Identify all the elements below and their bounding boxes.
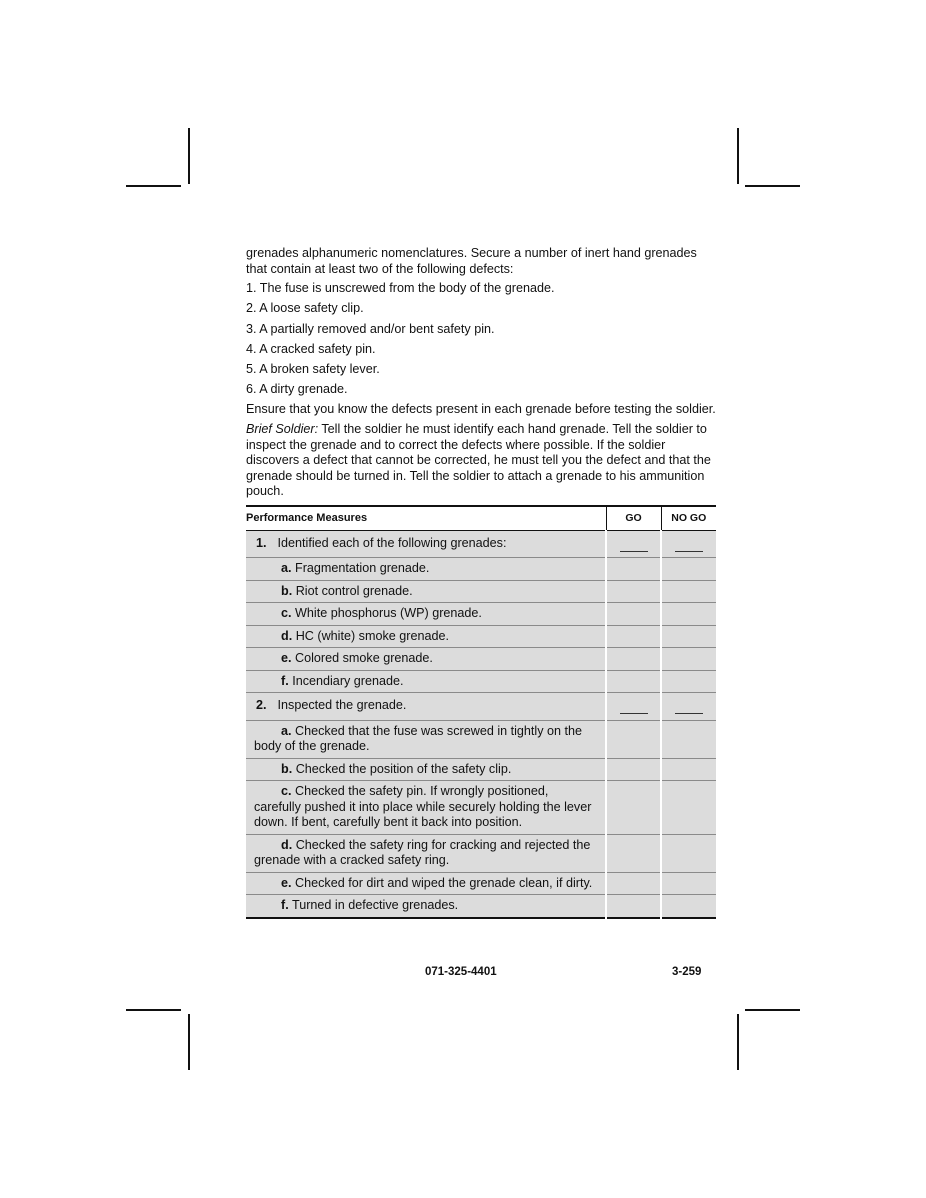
nogo-cell [661, 758, 716, 781]
ensure-paragraph: Ensure that you know the defects present in each grenade before testing the soldier. [246, 402, 716, 417]
go-cell [606, 625, 661, 648]
sub-text: Colored smoke grenade. [291, 651, 433, 666]
go-cell [606, 720, 661, 758]
go-cell [606, 530, 661, 558]
sub-text: Fragmentation grenade. [291, 561, 430, 576]
defect-item: 2. A loose safety clip. [246, 301, 364, 316]
crop-mark-top-right-vertical [737, 128, 739, 184]
table-row [246, 530, 716, 558]
go-cell [606, 758, 661, 781]
performance-measures-table [246, 505, 716, 919]
nogo-cell [661, 603, 716, 626]
go-header: GO [606, 506, 661, 531]
page-number: 3-259 [672, 966, 702, 978]
table-row [246, 834, 716, 872]
nogo-cell [661, 530, 716, 558]
measure-number: 2. [256, 698, 267, 713]
table-row [246, 603, 716, 626]
crop-mark-bottom-left-horizontal [126, 1009, 181, 1011]
sub-text: Checked for dirt and wiped the grenade clean, if dirty. [291, 875, 593, 890]
go-blank[interactable] [620, 551, 648, 552]
go-cell [606, 558, 661, 581]
sub-text: White phosphorus (WP) grenade. [291, 606, 482, 621]
table-row [246, 670, 716, 693]
sub-text: Checked the safety pin. If wrongly positioned, carefully pushed it into place while securely holding the lever down. If bent, carefully bent it back into position. [254, 784, 592, 830]
table-row [246, 758, 716, 781]
sub-letter: d. [281, 837, 293, 852]
sub-letter: c. [281, 784, 292, 799]
sub-letter: c. [281, 606, 292, 621]
sub-letter: f. [281, 673, 289, 688]
table-row [246, 625, 716, 648]
table-row [246, 720, 716, 758]
sub-letter: b. [281, 583, 293, 598]
go-cell [606, 895, 661, 918]
sub-letter: d. [281, 628, 293, 643]
nogo-blank[interactable] [675, 551, 703, 552]
measure-number: 1. [256, 535, 267, 550]
sub-letter: e. [281, 651, 292, 666]
sub-letter: a. [281, 561, 292, 576]
table-row [246, 781, 716, 835]
nogo-cell [661, 693, 716, 721]
nogo-cell [661, 580, 716, 603]
defect-item: 4. A cracked safety pin. [246, 341, 376, 356]
go-cell [606, 872, 661, 895]
nogo-cell [661, 648, 716, 671]
performance-measures-header: Performance Measures [246, 506, 606, 531]
table-row [246, 580, 716, 603]
nogo-cell [661, 720, 716, 758]
crop-mark-bottom-left-vertical [188, 1014, 190, 1070]
go-cell [606, 580, 661, 603]
crop-mark-bottom-right-vertical [737, 1014, 739, 1070]
go-cell [606, 693, 661, 721]
go-blank[interactable] [620, 713, 648, 714]
nogo-cell [661, 625, 716, 648]
table-row [246, 693, 716, 721]
go-cell [606, 648, 661, 671]
table-row [246, 648, 716, 671]
defect-item: 1. The fuse is unscrewed from the body of the grenade. [246, 281, 555, 296]
brief-soldier-text: Tell the soldier he must identify each hand grenade. Tell the soldier to inspect the grenade and to correct the defects where possible. If the soldier discovers a defect that cannot be corrected, he must tell you the defect and that the grenade should be turned in. Tell the soldier to attach a grenade to his ammunition pouch. [246, 421, 711, 499]
table-header-row [246, 506, 716, 531]
task-number: 071-325-4401 [425, 966, 497, 978]
sub-letter: a. [281, 723, 292, 738]
sub-letter: f. [281, 898, 289, 913]
brief-soldier-paragraph [246, 422, 716, 500]
page-content [246, 246, 716, 919]
sub-text: Incendiary grenade. [288, 673, 404, 688]
crop-mark-top-left-horizontal [126, 185, 181, 187]
crop-mark-bottom-right-horizontal [745, 1009, 800, 1011]
nogo-cell [661, 558, 716, 581]
go-cell [606, 670, 661, 693]
table-row [246, 558, 716, 581]
defect-item: 6. A dirty grenade. [246, 382, 348, 397]
nogo-cell [661, 872, 716, 895]
nogo-header: NO GO [661, 506, 716, 531]
go-cell [606, 834, 661, 872]
measure-text: Identified each of the following grenades: [277, 535, 507, 550]
table-row [246, 872, 716, 895]
measure-text: Inspected the grenade. [277, 698, 407, 713]
sub-letter: e. [281, 875, 292, 890]
intro-paragraph: grenades alphanumeric nomenclatures. Secure a number of inert hand grenades that contain at least two of the following defects: [246, 246, 697, 276]
sub-text: Turned in defective grenades. [288, 898, 459, 913]
crop-mark-top-right-horizontal [745, 185, 800, 187]
defect-item: 3. A partially removed and/or bent safety pin. [246, 321, 495, 336]
defect-item: 5. A broken safety lever. [246, 361, 380, 376]
brief-soldier-label: Brief Soldier: [246, 421, 319, 436]
sub-text: HC (white) smoke grenade. [292, 628, 449, 643]
nogo-cell [661, 670, 716, 693]
crop-mark-top-left-vertical [188, 128, 190, 184]
go-cell [606, 603, 661, 626]
nogo-cell [661, 895, 716, 918]
sub-letter: b. [281, 761, 293, 776]
nogo-cell [661, 781, 716, 835]
table-row [246, 895, 716, 918]
sub-text: Checked that the fuse was screwed in tightly on the body of the grenade. [254, 723, 583, 754]
nogo-blank[interactable] [675, 713, 703, 714]
defect-list [246, 281, 716, 398]
go-cell [606, 781, 661, 835]
sub-text: Checked the position of the safety clip. [292, 761, 512, 776]
sub-text: Checked the safety ring for cracking and rejected the grenade with a cracked safety ring. [254, 837, 591, 868]
nogo-cell [661, 834, 716, 872]
sub-text: Riot control grenade. [292, 583, 413, 598]
